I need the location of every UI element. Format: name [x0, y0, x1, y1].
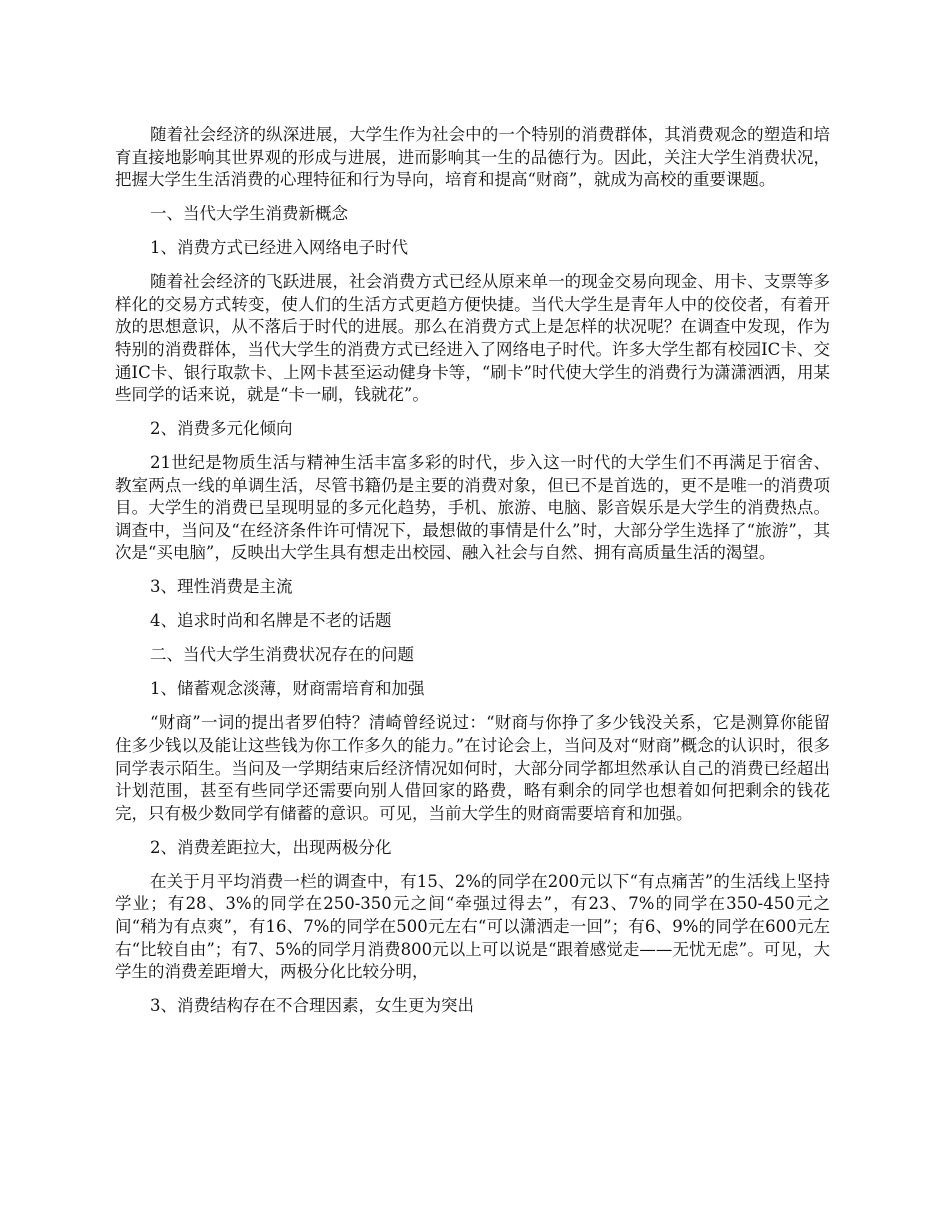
subheading-1-2: 2、消费多元化倾向 — [150, 419, 293, 439]
subheading-2-2: 2、消费差距拉大，出现两极分化 — [150, 837, 392, 857]
document-page — [115, 124, 830, 1029]
subheading-1-4: 4、追求时尚和名牌是不老的话题 — [150, 611, 392, 631]
section-heading-1: 一、当代大学生消费新概念 — [150, 204, 348, 224]
subheading-2-3: 3、消费结构存在不合理因素，女生更为突出 — [150, 996, 474, 1016]
subheading-1-1: 1、消费方式已经进入网络电子时代 — [150, 238, 408, 258]
subheading-1-3: 3、理性消费是主流 — [150, 577, 293, 597]
subheading-2-1: 1、储蓄观念淡薄，财商需培育和加强 — [150, 679, 425, 699]
intro-paragraph: 随着社会经济的纵深进展，大学生作为社会中的一个特别的消费群体，其消费观念的塑造和培育直接地影响其世界观的形成与进展，进而影响其一生的品德行为。因此，关注大学生消费状况，把握大学生生活消费的心理特征和行为导向，培育和提高“财商”，就成为高校的重要课题。 — [115, 125, 830, 190]
body-paragraph: 21世纪是物质生活与精神生活丰富多彩的时代，步入这一时代的大学生们不再满足于宿舍、教室两点一线的单调生活，尽管书籍仍是主要的消费对象，但已不是首选的，更不是唯一的消费项目。大学生的消费已呈现明显的多元化趋势，手机、旅游、电脑、影音娱乐是大学生的消费热点。调查中，当问及“在经济条件许可情况下，最想做的事情是什么”时，大部分学生选择了“旅游”，其次是“买电脑”，反映出大学生具有想走出校园、融入社会与自然、拥有高质量生活的渴望。 — [115, 453, 830, 563]
section-heading-2: 二、当代大学生消费状况存在的问题 — [150, 645, 414, 665]
body-paragraph: 随着社会经济的飞跃进展，社会消费方式已经从原来单一的现金交易向现金、用卡、支票等多样化的交易方式转变，使人们的生活方式更趋方便快捷。当代大学生是青年人中的佼佼者，有着开放的思想意识，从不落后于时代的进展。那么在消费方式上是怎样的状况呢？在调查中发现，作为特别的消费群体，当代大学生的消费方式已经进入了网络电子时代。许多大学生都有校园IC卡、交通IC卡、银行取款卡、上网卡甚至运动健身卡等，“刷卡”时代使大学生的消费行为潇潇洒洒，用某些同学的话来说，就是“卡一刷，钱就花”。 — [115, 272, 830, 405]
body-paragraph: 在关于月平均消费一栏的调查中，有15、2%的同学在200元以下“有点痛苦”的生活线上坚持学业；有28、3%的同学在250-350元之间“牵强过得去”，有23、7%的同学在350-450元之间“稍为有点爽”，有16、7%的同学在500元左右“可以潇洒走一回”；有6、9%的同学在600元左右“比较自由”；有7、5%的同学月消费800元以上可以说是“跟着感觉走——无忧无虑”。可见，大学生的消费差距增大，两极分化比较分明， — [115, 871, 830, 982]
body-paragraph: “财商”一词的提出者罗伯特？清崎曾经说过：“财商与你挣了多少钱没关系，它是测算你能留住多少钱以及能让这些钱为你工作多久的能力。”在讨论会上，当问及对“财商”概念的认识时，很多同学表示陌生。当问及一学期结束后经济情况如何时，大部分同学都坦然承认自己的消费已经超出计划范围，甚至有些同学还需要向别人借回家的路费，略有剩余的同学也想着如何把剩余的钱花完，只有极少数同学有储蓄的意识。可见，当前大学生的财商需要培育和加强。 — [115, 713, 830, 823]
